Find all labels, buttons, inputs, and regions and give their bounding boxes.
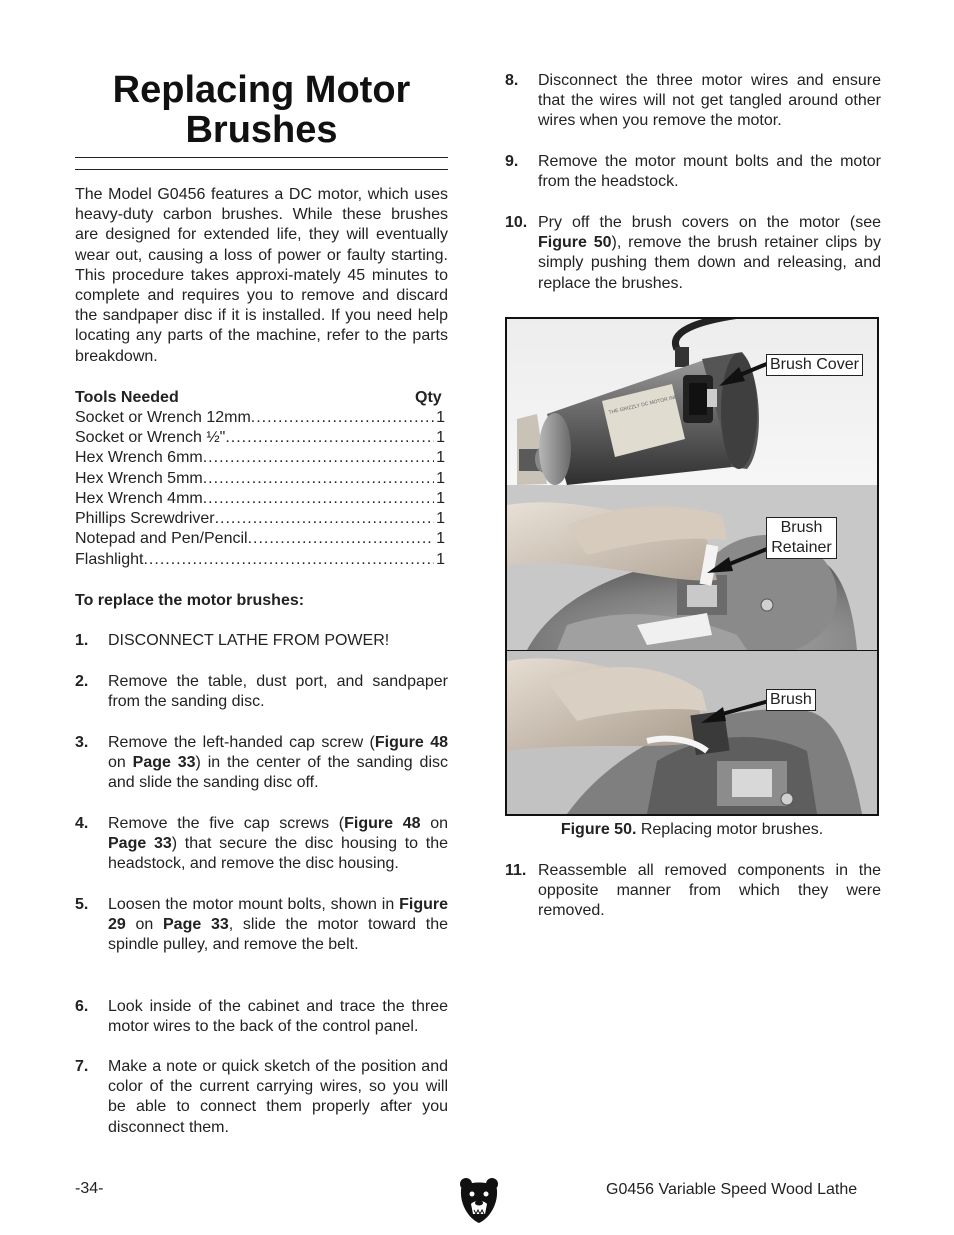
dot-leader (143, 550, 434, 570)
figure-caption (505, 820, 879, 840)
step-text: Remove the table, dust port, and sandpaper from the sanding disc. (108, 673, 448, 711)
tool-qty: 1 (436, 530, 445, 547)
tool-name: Notepad and Pen/Pencil (75, 530, 248, 547)
page-ref[interactable]: Page 33 (108, 835, 172, 853)
tool-qty: 1 (436, 429, 445, 446)
dot-leader (248, 529, 435, 549)
callout-brush: Brush (766, 689, 816, 711)
figure-caption-label: Figure 50. (560, 821, 637, 838)
page-ref[interactable]: Page 33 (163, 916, 229, 934)
tools-header: Tools Needed (75, 389, 179, 406)
step-text: Remove the motor mount bolts and the motor from the headstock. (538, 153, 881, 191)
bear-logo (458, 1176, 500, 1224)
procedure-heading: To replace the motor brushes: (75, 592, 305, 609)
page-ref[interactable]: Page 33 (132, 754, 196, 772)
dot-leader (225, 428, 434, 448)
dot-leader (203, 489, 434, 509)
retainer-photo (507, 485, 877, 650)
tool-row (75, 408, 445, 428)
figure-caption-text: Replacing motor brushes. (636, 821, 824, 838)
retainer-photo-panel (507, 485, 877, 651)
tool-row (75, 489, 445, 509)
step-text: Look inside of the cabinet and trace the three motor wires to the back of the control panel. (108, 998, 448, 1036)
callout-brush-retainer: Brush Retainer (766, 517, 837, 559)
step-number: 8. (505, 72, 519, 89)
step-text: Remove the five cap screws (Figure 48 on Page 33) that secure the disc housing to the headstock, and remove the disc housing. (108, 815, 449, 873)
tool-row (75, 469, 445, 489)
title-rule-bottom (75, 169, 448, 170)
step-number: 2. (75, 673, 89, 690)
step-number: 3. (75, 734, 89, 751)
step-number: 7. (75, 1058, 89, 1075)
tool-qty: 1 (436, 470, 445, 487)
dot-leader (215, 509, 435, 529)
tool-qty: 1 (436, 490, 445, 507)
step-text: DISCONNECT LATHE FROM POWER! (108, 632, 390, 649)
tool-row (75, 509, 445, 529)
dot-leader (203, 448, 434, 468)
tool-name: Phillips Screwdriver (75, 510, 215, 527)
dot-leader (203, 469, 434, 489)
tool-name: Socket or Wrench ½" (75, 429, 226, 446)
page-number: -34- (75, 1180, 104, 1197)
figure-ref[interactable]: Figure 48 (374, 734, 448, 751)
tool-qty: 1 (436, 510, 445, 527)
tool-name: Hex Wrench 6mm (75, 449, 203, 466)
dot-leader (251, 408, 434, 428)
step-number: 4. (75, 815, 89, 832)
callout-brush-cover: Brush Cover (766, 354, 863, 376)
tool-name: Flashlight (75, 551, 144, 568)
figure-ref[interactable]: Figure 50 (538, 234, 612, 252)
brush-photo (507, 651, 877, 814)
tool-qty: 1 (436, 449, 445, 466)
intro-paragraph: The Model G0456 features a DC motor, which uses heavy-duty carbon brushes. While these brushes are designed for extended life, they will eventually wear out, causing a loss of power or faulty starting. This procedure takes approxi-mately 45 minutes to complete and requires you to remove and discard the sandpaper disc if it is installed. If you need help locating any parts of the machine, refer to the parts breakdown. (75, 186, 448, 365)
step-text: Reassemble all removed components in the opposite manner from which they were removed. (538, 862, 881, 920)
figure-50 (505, 317, 879, 816)
tool-row (75, 529, 445, 549)
step-number: 1. (75, 632, 89, 649)
step-text: Disconnect the three motor wires and ensure that the wires will not get tangled around other wires when you remove the motor. (538, 72, 881, 130)
step-text: Remove the left-handed cap screw (Figure 48 on Page 33) in the center of the sanding disc and slide the sanding disc off. (108, 734, 448, 792)
step-number: 10. (505, 214, 528, 231)
step-text: Make a note or quick sketch of the position and color of the current carrying wires, so you will be able to connect them properly after you disconnect them. (108, 1058, 448, 1136)
figure-ref[interactable]: Figure 48 (344, 815, 421, 832)
step-number: 11. (505, 862, 527, 879)
title-rule-top (75, 157, 448, 158)
step-text: Pry off the brush covers on the motor (see Figure 50), remove the brush retainer clips by simply pushing them down and releasing, and replace the brushes. (538, 214, 881, 292)
motor-photo-panel (507, 319, 877, 486)
footer-doc-title: G0456 Variable Speed Wood Lathe (606, 1181, 858, 1198)
qty-header: Qty (415, 389, 442, 406)
tool-row (75, 448, 445, 468)
step-number: 9. (505, 153, 519, 170)
brush-photo-panel (507, 651, 877, 814)
tool-name: Socket or Wrench 12mm (75, 409, 251, 426)
tool-qty: 1 (436, 551, 445, 568)
tool-row (75, 428, 445, 448)
page-title: Replacing Motor Brushes (112, 69, 411, 151)
tool-qty: 1 (436, 409, 445, 426)
tool-name: Hex Wrench 5mm (75, 470, 203, 487)
step-number: 6. (75, 998, 89, 1015)
step-text: Loosen the motor mount bolts, shown in Figure 29 on Page 33, slide the motor toward the spindle pulley, and remove the belt. (108, 896, 449, 954)
tool-name: Hex Wrench 4mm (75, 490, 203, 507)
step-number: 5. (75, 896, 89, 913)
motor-label-text: THE GRIZZLY DC MOTOR INC. (608, 393, 680, 416)
figure-ref[interactable]: Figure 29 (108, 896, 448, 934)
motor-photo (507, 319, 877, 485)
tool-row (75, 550, 445, 570)
